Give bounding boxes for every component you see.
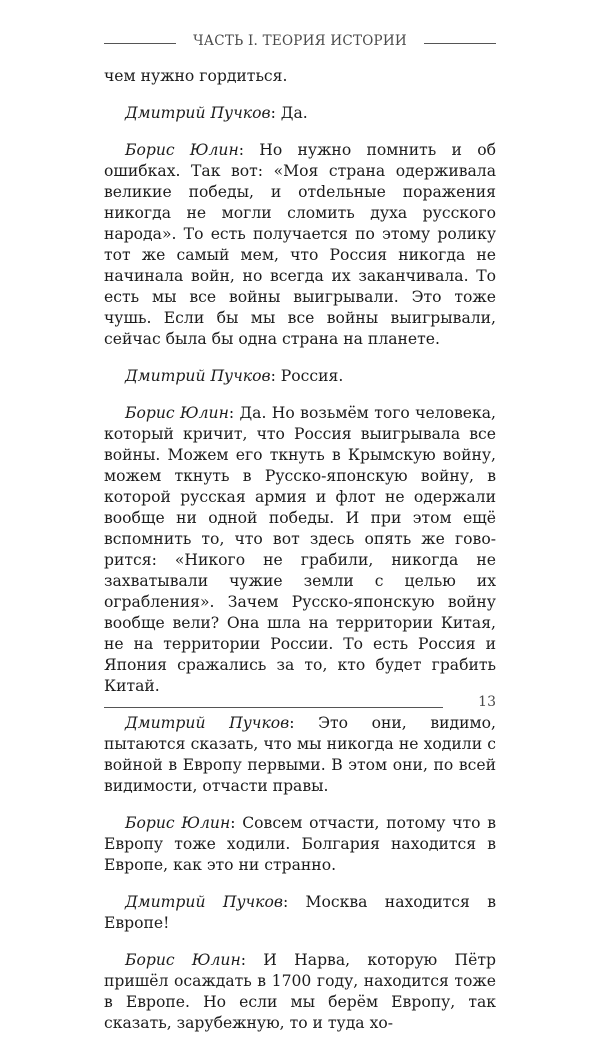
dialogue-paragraph [104, 950, 496, 1034]
paragraph-text: : Россия. [270, 367, 344, 385]
paragraph-text: : Но нужно помнить и об ошибках. Так вот: «Моя страна одерживала великие победы, и отdельные поражения никогда не могли сломить духа русского народа». То есть получается по этому ролику тот же самый мем, что Россия никогда не начинала войн, но всегда их заканчивала. То есть мы все войны выигрывали. Это тоже чушь. Если бы мы все войны выигрывали, сейчас была бы одна страна на планете. [104, 141, 496, 348]
page-footer [104, 690, 496, 714]
paragraph-text: : Это они, видимо, пытаются сказать, что мы никогда не ходили с войной в Европу первыми. В этом они, по всей видимости, отчасти правы. [104, 714, 496, 795]
dialogue-paragraph [104, 366, 496, 387]
header-rule-right [424, 43, 496, 44]
paragraph-text: : Да. Но возьмём того человека, который кричит, что Россия выигрывала все войны. Можем его ткнуть в Крымскую войну, можем ткнуть в Русско-японскую войну, в которой русская армия и флот не одержали вообще ни одной победы. И при этом ещё вспомнить то, что вот здесь опять же говорится: «Никого не грабили, никогда не захватывали чужие земли с целью их ограбления». Зачем Русско-японскую войну вообще вели? Она шла на территории Китая, не на территории России. То есть Россия и Япония сражались за то, кто будет грабить Китай. [104, 404, 496, 695]
speaker-name: Борис Юлин [125, 951, 241, 969]
speaker-name: Дмитрий Пучков [125, 714, 290, 732]
running-header [104, 31, 496, 57]
speaker-name: Борис Юлин [125, 141, 239, 159]
header-rule-left [104, 43, 176, 44]
page-number: 13 [478, 694, 496, 710]
page-body [104, 66, 496, 1050]
speaker-name: Борис Юлин [125, 404, 229, 422]
running-header-title: ЧАСТЬ I. ТЕОРИЯ ИСТОРИИ [193, 33, 407, 49]
dialogue-paragraph [104, 103, 496, 124]
speaker-name: Дмитрий Пучков [125, 104, 271, 122]
speaker-name: Дмитрий Пучков [125, 367, 271, 385]
dialogue-paragraph [104, 892, 496, 934]
paragraph-text: чем нужно гордиться. [104, 67, 288, 85]
speaker-name: Дмитрий Пучков [125, 893, 283, 911]
paragraph-continued [104, 66, 496, 87]
dialogue-paragraph [104, 813, 496, 876]
paragraph-text: : Да. [270, 104, 308, 122]
paragraph-text: : Совсем отчасти, потому что в Европу тоже ходили. Болгария находится в Европе, как это ни странно. [104, 814, 496, 874]
speaker-name: Борис Юлин [125, 814, 231, 832]
paragraph-text: : И Нарва, которую Пётр пришёл осаждать в 1700 году, находится тоже в Европе. Но если мы берём Европу, так сказать, зарубежную, то и туда хо- [104, 951, 496, 1032]
dialogue-paragraph [104, 140, 496, 350]
paragraph-text: : Москва находится в Европе! [104, 893, 496, 932]
footer-rule [104, 707, 443, 708]
dialogue-paragraph [104, 713, 496, 797]
dialogue-paragraph [104, 403, 496, 697]
